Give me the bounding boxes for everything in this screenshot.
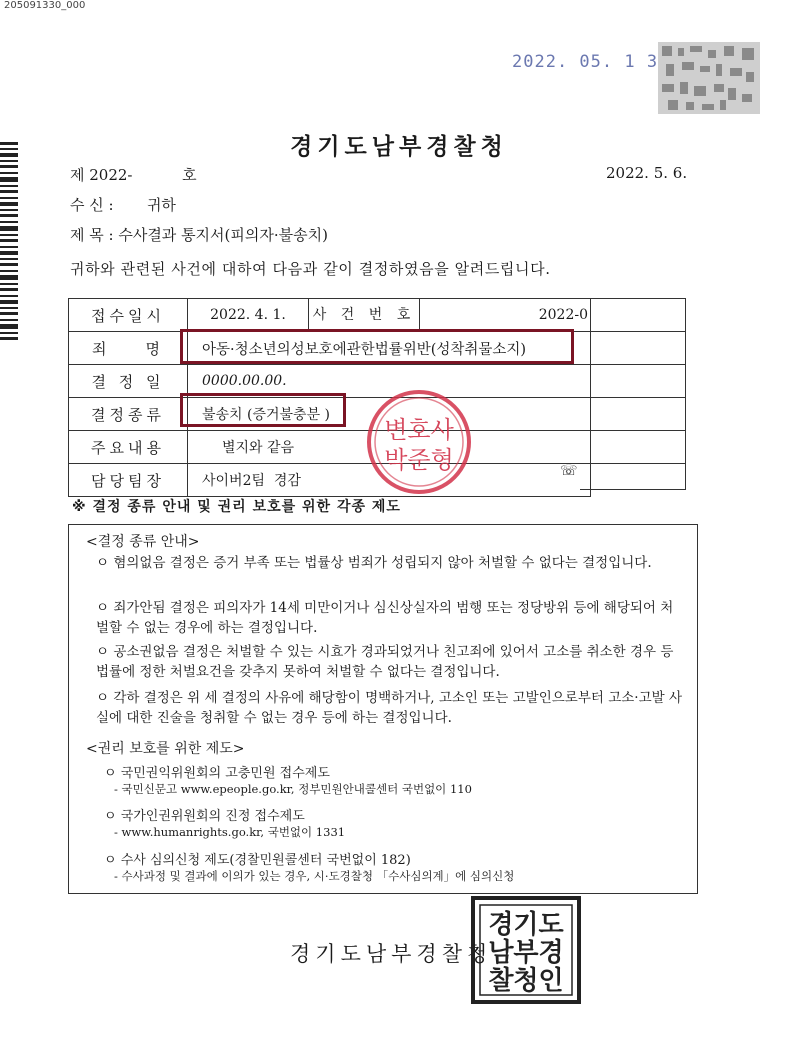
team-leader-value: 사이버2팀 경감 bbox=[188, 464, 591, 497]
rights-item-epeople: ㅇ 국민권익위원회의 고충민원 접수제도 bbox=[104, 766, 330, 781]
subject: 제 목 : 수사결과 통지서(피의자·불송치) bbox=[70, 226, 328, 244]
footer-agency: 경기도남부경찰청 bbox=[290, 942, 493, 966]
table-right-cells bbox=[580, 298, 686, 490]
offense-value: 아동·청소년의성보호에관한법률위반(성착취물소지) bbox=[188, 332, 591, 365]
offense-label: 죄 명 bbox=[69, 332, 188, 365]
svg-text:변호사: 변호사 bbox=[384, 416, 454, 444]
svg-text:경기도: 경기도 bbox=[488, 910, 564, 940]
svg-text:박준형: 박준형 bbox=[384, 446, 454, 474]
guide-item-no-prosecution: ㅇ 공소권없음 결정은 처벌할 수 있는 시효가 경과되었거나 친고죄에 있어서 고소를 취소한 경우 등 법률에 정한 처벌요건을 갖추지 못하여 처벌할 수 없다는 결정입니다. bbox=[96, 644, 674, 680]
table-row bbox=[69, 464, 591, 497]
phone-icon: ☏ bbox=[560, 463, 578, 479]
table-row bbox=[69, 299, 591, 332]
rights-heading: <권리 보호를 위한 제도> bbox=[86, 741, 245, 757]
case-number-value: 2022-0 bbox=[538, 307, 588, 323]
decision-type-label: 결정종류 bbox=[69, 398, 188, 431]
guide-item-not-crime: ㅇ 죄가안됨 결정은 피의자가 14세 미만이거나 심신상실자의 범행 또는 정당방위 등에 해당되어 처벌할 수 없는 경우에 하는 결정입니다. bbox=[96, 600, 674, 636]
main-content-label: 주요내용 bbox=[69, 431, 188, 464]
fax-edge-barcode-icon bbox=[0, 142, 18, 342]
decision-date-value: 0000.00.00. bbox=[188, 365, 591, 398]
decision-date-label: 결 정 일 bbox=[69, 365, 188, 398]
svg-text:찰청인: 찰청인 bbox=[488, 966, 564, 996]
decision-type-value: 불송치 (증거불충분 ) bbox=[188, 398, 591, 431]
document-date: 2022. 5. 6. bbox=[606, 164, 688, 182]
received-date-label: 접수일시 bbox=[69, 299, 188, 332]
team-leader-label: 담당팀장 bbox=[69, 464, 188, 497]
received-date-value bbox=[188, 299, 591, 332]
decision-guide-heading: <결정 종류 안내> bbox=[86, 534, 200, 550]
notice-title: ※ 결정 종류 안내 및 권리 보호를 위한 각종 제도 bbox=[72, 499, 401, 515]
received-date-stamp: 2022. 05. 1 3 bbox=[512, 52, 659, 72]
main-content-value: 별지와 같음 bbox=[188, 431, 591, 464]
rights-item-humanrights-detail: - www.humanrights.go.kr, 국번없이 1331 bbox=[114, 825, 346, 839]
guide-item-no-charge: ㅇ 혐의없음 결정은 증거 부족 또는 법률상 범죄가 성립되지 않아 처벌할 수 없다는 결정입니다. bbox=[96, 555, 652, 571]
qr-code-icon bbox=[658, 42, 760, 114]
table-row bbox=[69, 431, 591, 464]
agency-seal-stamp-icon bbox=[470, 895, 582, 1005]
offense-highlight-box bbox=[180, 329, 574, 364]
fax-id: 205091330_000 bbox=[4, 0, 86, 11]
red-seal-stamp-icon bbox=[365, 388, 473, 496]
document-number bbox=[70, 164, 197, 185]
agency-title: 경기도남부경찰청 bbox=[290, 133, 508, 160]
rights-item-review: ㅇ 수사 심의신청 제도(경찰민원콜센터 국번없이 182) bbox=[104, 853, 411, 868]
received-date-text: 2022. 4. 1. bbox=[210, 307, 286, 323]
intro-text: 귀하와 관련된 사건에 대하여 다음과 같이 결정하였음을 알려드립니다. bbox=[70, 260, 551, 278]
doc-no-label: 제 2022- bbox=[70, 166, 133, 184]
case-number-label: 사 건 번 호 bbox=[308, 299, 420, 331]
rights-item-humanrights: ㅇ 국가인권위원회의 진정 접수제도 bbox=[104, 809, 305, 824]
recipient: 수 신 : 귀하 bbox=[70, 196, 176, 214]
svg-text:남부경: 남부경 bbox=[488, 938, 564, 968]
guide-item-dismissal: ㅇ 각하 결정은 위 세 결정의 사유에 해당함이 명백하거나, 고소인 또는 고발인으로부터 고소·고발 사실에 대한 진술을 청취할 수 없는 경우 등에 하는 결정입니다. bbox=[96, 690, 683, 726]
decision-type-highlight-box bbox=[180, 393, 346, 427]
rights-item-epeople-detail: - 국민신문고 www.epeople.go.kr, 정부민원안내콜센터 국번없이 110 bbox=[114, 782, 472, 796]
rights-item-review-detail: - 수사과정 및 결과에 이의가 있는 경우, 시·도경찰청 「수사심의계」에 심의신청 bbox=[114, 869, 515, 883]
doc-no-suffix: 호 bbox=[182, 166, 197, 184]
